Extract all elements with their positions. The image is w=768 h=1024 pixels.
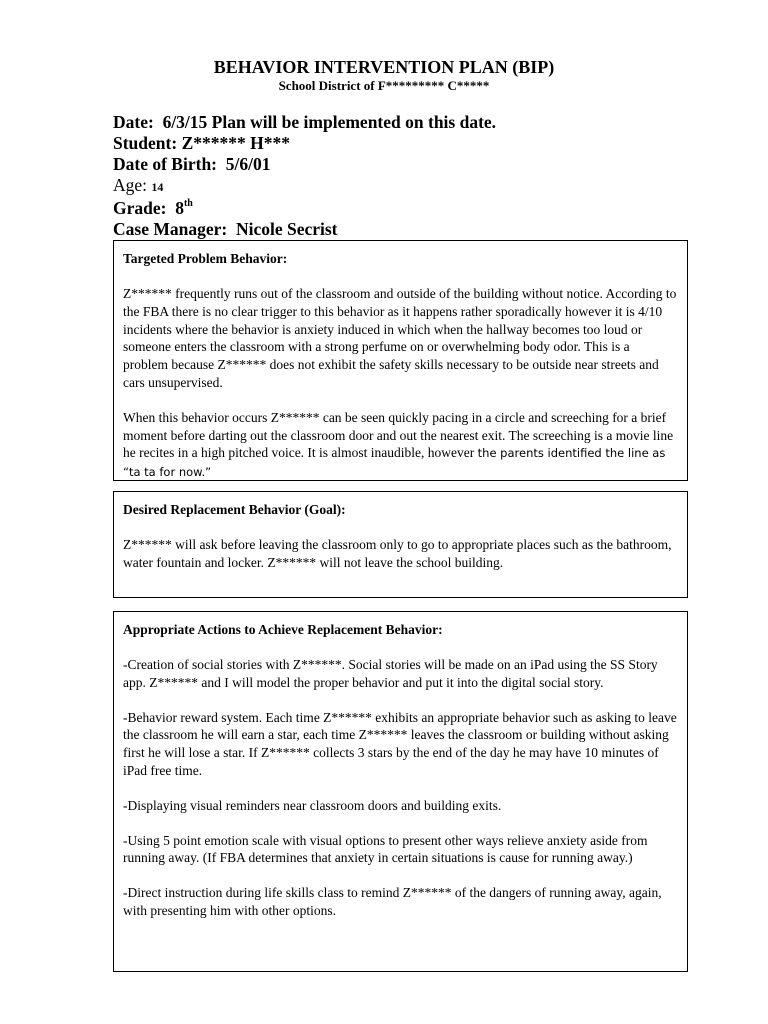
dob-value: 5/6/01 [225, 154, 271, 174]
action-item: -Using 5 point emotion scale with visual options to present other ways relieve anxiety aside from running away. (If FBA determines that anxiety in certain situations is cause for running away.) [123, 832, 648, 866]
grade-value: 8 [175, 198, 184, 218]
grade-label: Grade: [113, 198, 167, 218]
date-value: 6/3/15 Plan will be implemented on this date. [162, 112, 497, 132]
action-item: -Displaying visual reminders near classroom doors and building exits. [123, 797, 502, 813]
page-title: BEHAVIOR INTERVENTION PLAN (BIP) [213, 57, 555, 77]
action-item: -Creation of social stories with Z******. Social stories will be made on an iPad using the SS Story app. Z****** and I will model the proper behavior and put it into the digital social story. [123, 657, 658, 690]
student-label: Student: [113, 133, 178, 153]
section-paragraph [123, 409, 678, 481]
grade-line [113, 198, 496, 219]
student-line [113, 133, 496, 154]
section-heading: Appropriate Actions to Achieve Replacement Behavior: [123, 622, 443, 637]
desired-replacement-behavior-section [113, 491, 688, 598]
case-manager-line [113, 219, 496, 240]
paragraph-text: When this behavior occurs Z****** can be seen quickly pacing in a circle and screeching for a brief moment before darting out the classroom door and out the nearest exit. The screeching is a movie line he recites in a high pitched voice. It is almost inaudible, however [123, 409, 674, 461]
section-paragraph: Z****** frequently runs out of the classroom and outside of the building without notice. According to the FBA there is no clear trigger to this behavior as it happens rather sporadically however it is 4/10 incidents where the behavior is anxiety induced in which when the hallway becomes too loud or someone enters the classroom with a strong perfume on or overwhelming body odor. This is a problem because Z****** does not exhibit the safety skills necessary to be outside near streets and cars unsupervised. [123, 286, 677, 390]
age-value: 14 [151, 180, 164, 194]
section-heading: Desired Replacement Behavior (Goal): [123, 502, 346, 517]
paragraph-cut-line: the parents identified the line as “ta ta for now.” [123, 446, 666, 480]
student-value: Z****** H*** [181, 133, 290, 153]
targeted-problem-behavior-section [113, 240, 688, 481]
action-item: -Behavior reward system. Each time Z****** exhibits an appropriate behavior such as asking to leave the classroom he will earn a star, each time Z****** leaves the classroom or building without asking first he will lose a star. If Z****** collects 3 stars by the end of the day he may have 10 minutes of iPad free time. [123, 709, 677, 778]
grade-suffix: th [183, 198, 193, 210]
appropriate-actions-section [113, 611, 688, 972]
section-paragraph: Z****** will ask before leaving the classroom only to go to appropriate places such as the bathroom, water fountain and locker. Z****** will not leave the school building. [123, 537, 672, 570]
case-manager-label: Case Manager: [113, 219, 228, 239]
case-manager-value: Nicole Secrist [235, 219, 338, 239]
section-heading: Targeted Problem Behavior: [123, 251, 288, 266]
action-item: -Direct instruction during life skills class to remind Z****** of the dangers of running away, again, with presenting him with other options. [123, 885, 662, 918]
student-info-block [113, 112, 496, 240]
page-subtitle: School District of F********* C***** [278, 78, 490, 93]
dob-label: Date of Birth: [113, 154, 218, 174]
date-label: Date: [113, 112, 154, 132]
age-label: Age [113, 175, 143, 195]
age-line: Age: 14 [113, 175, 164, 195]
dob-line [113, 154, 496, 175]
date-line [113, 112, 496, 133]
